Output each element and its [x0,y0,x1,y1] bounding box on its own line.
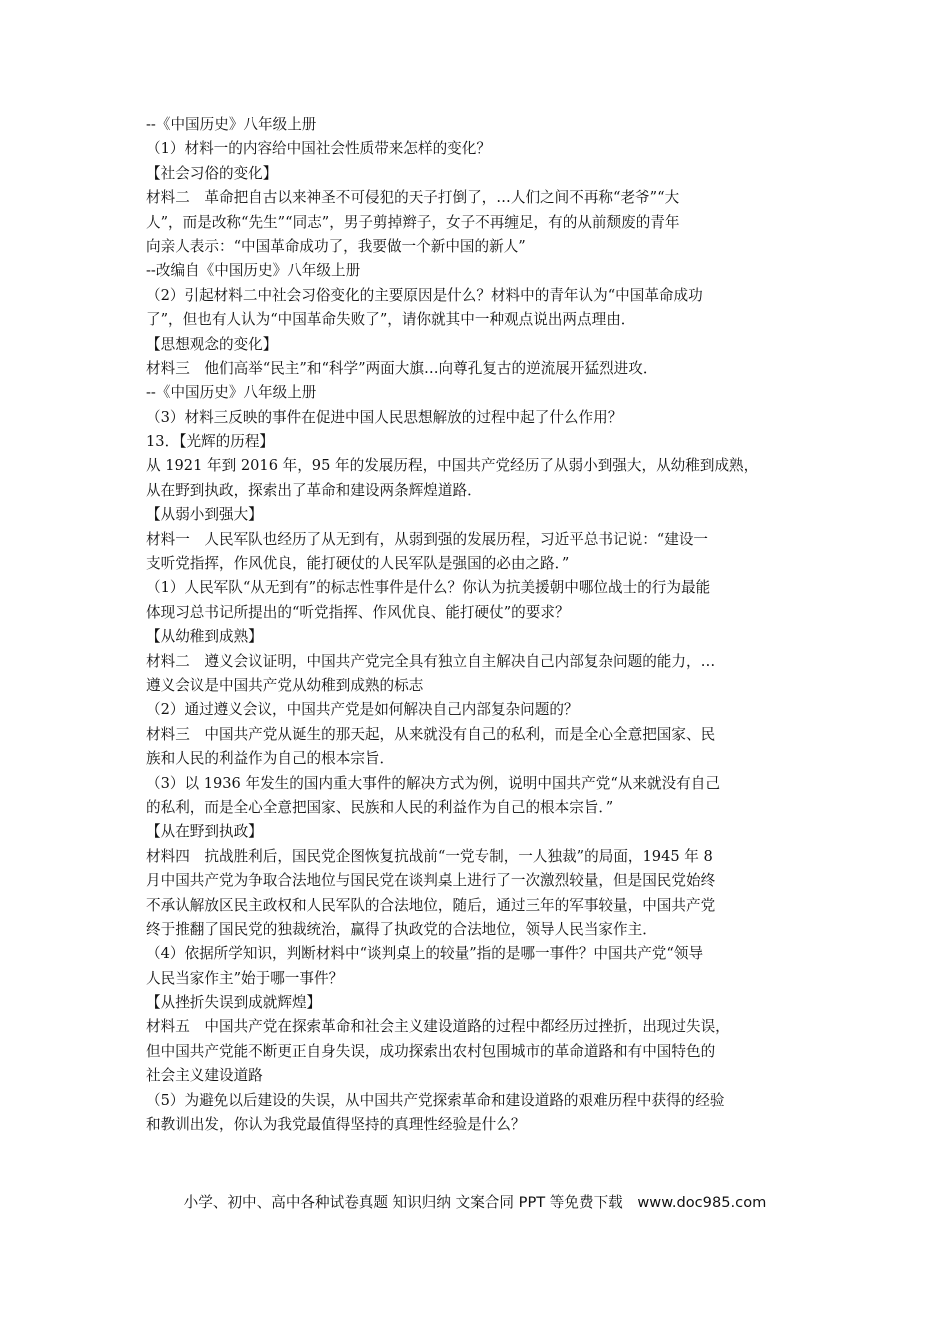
question-line: （4）依据所学知识，判断材料中“谈判桌上的较量”指的是哪一事件？中国共产党“领导 [146,945,704,963]
question-line: （3）以 1936 年发生的国内重大事件的解决方式为例，说明中国共产党“从来就没有自己 [146,774,720,792]
material-line: 但中国共产党能不断更正自身失误，成功探索出农村包围城市的革命道路和有中国特色的 [146,1042,716,1060]
intro-line: 从在野到执政，探索出了革命和建设两条辉煌道路． [146,481,482,499]
material-line: 材料一 人民军队也经历了从无到有，从弱到强的发展历程，习近平总书记说：“建设一 [146,530,709,548]
question-line: 人民当家作主”始于哪一事件？ [146,969,344,987]
source-line: --改编自《中国历史》八年级上册 [146,262,361,280]
text-line: --《中国历史》八年级上册 [146,116,317,133]
material-line: 社会主义建设道路 [146,1067,263,1085]
question-line: （1）人民军队“从无到有”的标志性事件是什么？你认为抗美援朝中哪位战士的行为最能 [146,579,711,597]
question-line: 的私利，而是全心全意把国家、民族和人民的利益作为自己的根本宗旨．” [146,798,614,816]
document-body [146,113,806,1137]
material-line: 材料二 革命把自古以来神圣不可侵犯的天子打倒了，…人们之间不再称“老爷”“大 [146,189,680,207]
material-line: 支听党指挥，作风优良，能打硬仗的人民军队是强国的必由之路．” [146,555,570,573]
material-line: 材料三 他们高举“民主”和“科学”两面大旗…向尊孔复古的逆流展开猛烈进攻． [146,359,658,377]
material-line: 材料三 中国共产党从诞生的那天起，从来就没有自己的私利，而是全心全意把国家、民 [146,725,716,743]
section-heading: 【从弱小到强大】 [146,506,263,524]
material-line: 遵义会议是中国共产党从幼稚到成熟的标志 [146,676,424,694]
material-line: 月中国共产党为争取合法地位与国民党在谈判桌上进行了一次激烈较量，但是国民党始终 [146,872,716,890]
material-line: 材料五 中国共产党在探索革命和社会主义建设道路的过程中都经历过挫折，出现过失误， [146,1018,730,1036]
page-footer: 小学、初中、高中各种试卷真题 知识归纳 文案合同 PPT 等免费下载 www.doc985.com [183,1194,767,1211]
material-line: 人”，而是改称“先生”“同志”，男子剪掉辫子，女子不再缠足，有的从前颓废的青年 [146,213,680,231]
material-line: 向亲人表示：“中国革命成功了，我要做一个新中国的新人” [146,237,526,255]
question-number-heading: 13．【光辉的历程】 [146,433,275,451]
intro-line: 从 1921 年到 2016 年，95 年的发展历程，中国共产党经历了从弱小到强大，从幼稚到成熟， [146,457,759,475]
material-line: 不承认解放区民主政权和人民军队的合法地位，随后，通过三年的军事较量，中国共产党 [146,896,716,914]
material-line: 族和人民的利益作为自己的根本宗旨． [146,750,395,768]
section-heading: 【思想观念的变化】 [146,335,278,353]
material-line: 材料四 抗战胜利后，国民党企图恢复抗战前“一党专制，一人独裁”的局面，1945 年 8 [146,847,713,865]
material-line: 终于推翻了国民党的独裁统治，赢得了执政党的合法地位，领导人民当家作主． [146,920,657,938]
question-line: 了”，但也有人认为“中国革命失败了”，请你就其中一种观点说出两点理由． [146,311,636,329]
question-line: 和教训出发，你认为我党最值得坚持的真理性经验是什么？ [146,1116,526,1134]
question-line: 体现习总书记所提出的“听党指挥、作风优良、能打硬仗”的要求？ [146,603,570,621]
section-heading: 【从幼稚到成熟】 [146,628,263,646]
question-line: （1）材料一的内容给中国社会性质带来怎样的变化？ [146,140,491,158]
question-line: （2）引起材料二中社会习俗变化的主要原因是什么？材料中的青年认为“中国革命成功 [146,286,703,304]
question-line: （5）为避免以后建设的失误，从中国共产党探索革命和建设道路的艰难历程中获得的经验 [146,1091,725,1109]
section-heading: 【从在野到执政】 [146,823,263,841]
question-line: （3）材料三反映的事件在促进中国人民思想解放的过程中起了什么作用？ [146,408,623,426]
question-line: （2）通过遵义会议，中国共产党是如何解决自己内部复杂问题的？ [146,701,579,719]
source-line: --《中国历史》八年级上册 [146,384,317,402]
section-heading: 【社会习俗的变化】 [146,164,278,182]
material-line: 材料二 遵义会议证明，中国共产党完全具有独立自主解决自己内部复杂问题的能力，… [146,652,716,670]
section-heading: 【从挫折失误到成就辉煌】 [146,994,322,1012]
